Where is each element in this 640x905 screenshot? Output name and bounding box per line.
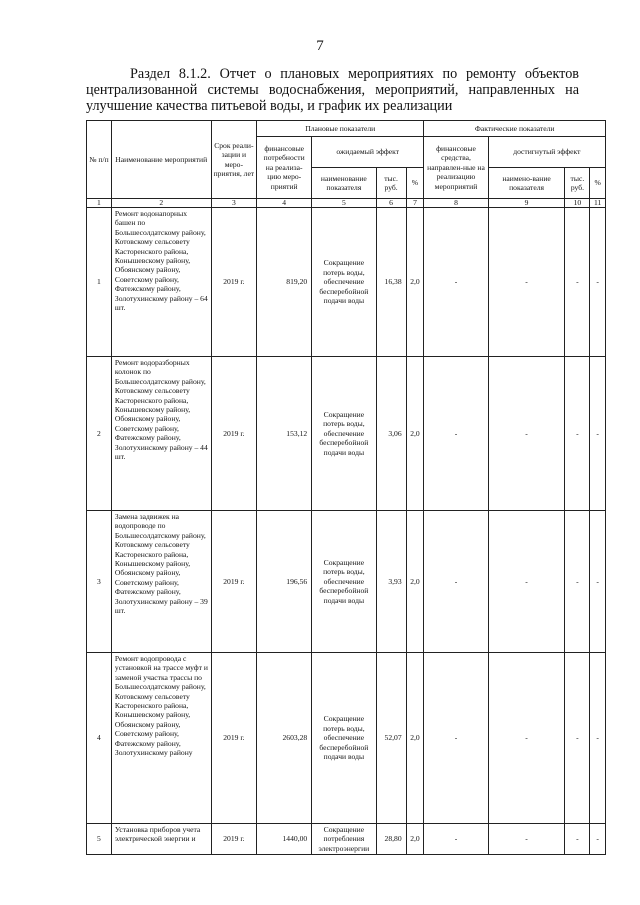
row-term: 2019 г. — [211, 653, 257, 824]
row-indicator: Сокращение потерь воды, обеспечение бесперебойной подачи воды — [312, 653, 376, 824]
row-fact-finance: - — [424, 208, 488, 357]
row-thousand: 52,07 — [376, 653, 406, 824]
row-name: Ремонт водонапорных башен по Большесолдатскому району, Котовскому сельсовету Касторенского района, Конышевскому району, Обоянскому району, Советскому району, Фатежскому району, Золотухинскому району – 64 шт. — [111, 208, 211, 357]
column-number: 9 — [488, 199, 565, 208]
row-num: 5 — [87, 824, 112, 855]
section-heading — [86, 66, 579, 114]
header-num: № п/п — [87, 121, 112, 199]
table-row — [87, 208, 606, 357]
row-fact-finance: - — [424, 824, 488, 855]
header-plan-thousand: тыс. руб. — [376, 168, 406, 199]
row-fact-percent: - — [590, 511, 606, 653]
row-indicator: Сокращение потерь воды, обеспечение бесперебойной подачи воды — [312, 511, 376, 653]
row-finance: 819,20 — [257, 208, 312, 357]
row-term: 2019 г. — [211, 357, 257, 511]
row-term: 2019 г. — [211, 824, 257, 855]
header-name: Наименование мероприятий — [111, 121, 211, 199]
row-fact-thousand: - — [565, 824, 590, 855]
column-number: 3 — [211, 199, 257, 208]
row-fact-percent: - — [590, 824, 606, 855]
row-num: 1 — [87, 208, 112, 357]
header-fact-finance: финансовые средства, направлен-ные на реализацию мероприятий — [424, 137, 488, 199]
header-plan-finance: финансовые потребности на реализа-цию меро-приятий — [257, 137, 312, 199]
row-name: Замена задвижек на водопроводе по Большесолдатскому району, Котовскому сельсовету Касторенского района, Конышевскому району, Обоянскому району, Советскому району, Фатежскому району, Золотухинскому району – 39 шт. — [111, 511, 211, 653]
report-table — [86, 120, 606, 855]
row-percent: 2,0 — [406, 653, 424, 824]
row-num: 3 — [87, 511, 112, 653]
row-indicator: Сокращение потребления электроэнергии — [312, 824, 376, 855]
header-planned-group: Плановые показатели — [257, 121, 424, 137]
column-number: 10 — [565, 199, 590, 208]
row-name: Ремонт водопровода с установкой на трассе муфт и заменой участка трассы по Большесолдатскому району, Котовскому сельсовету Касторенского района, Конышевскому району, Обоянскому району, Советскому району, Фатежскому району, Золотухинскому району — [111, 653, 211, 824]
row-fact-indicator: - — [488, 653, 565, 824]
row-thousand: 3,06 — [376, 357, 406, 511]
table-row — [87, 357, 606, 511]
header-term: Срок реали-зации и меро-приятия, лет — [211, 121, 257, 199]
header-fact-indicator: наимено-вание показателя — [488, 168, 565, 199]
row-finance: 1440,00 — [257, 824, 312, 855]
row-fact-indicator: - — [488, 208, 565, 357]
row-fact-percent: - — [590, 653, 606, 824]
column-number-row — [87, 199, 606, 208]
column-number: 8 — [424, 199, 488, 208]
row-percent: 2,0 — [406, 824, 424, 855]
column-number: 1 — [87, 199, 112, 208]
column-number: 4 — [257, 199, 312, 208]
header-actual-group: Фактические показатели — [424, 121, 606, 137]
page-number: 7 — [316, 38, 324, 54]
row-num: 2 — [87, 357, 112, 511]
row-thousand: 28,80 — [376, 824, 406, 855]
header-plan-effect: ожидаемый эффект — [312, 137, 424, 168]
column-number: 7 — [406, 199, 424, 208]
header-fact-percent: % — [590, 168, 606, 199]
row-percent: 2,0 — [406, 357, 424, 511]
row-fact-finance: - — [424, 653, 488, 824]
heading-line-1: Раздел 8.1.2. Отчет о плановых мероприятиях по ремонту объектов — [130, 66, 579, 82]
row-fact-thousand: - — [565, 511, 590, 653]
column-number: 5 — [312, 199, 376, 208]
row-fact-indicator: - — [488, 824, 565, 855]
heading-line-3: улучшение качества питьевой воды, и график их реализации — [86, 98, 453, 114]
row-num: 4 — [87, 653, 112, 824]
row-thousand: 3,93 — [376, 511, 406, 653]
row-finance: 2603,28 — [257, 653, 312, 824]
header-plan-percent: % — [406, 168, 424, 199]
header-plan-indicator: наименование показателя — [312, 168, 376, 199]
row-indicator: Сокращение потерь воды, обеспечение бесперебойной подачи воды — [312, 208, 376, 357]
row-fact-finance: - — [424, 357, 488, 511]
row-name: Установка приборов учета электрической энергии и — [111, 824, 211, 855]
row-fact-percent: - — [590, 357, 606, 511]
table-row — [87, 653, 606, 824]
column-number: 6 — [376, 199, 406, 208]
row-finance: 196,56 — [257, 511, 312, 653]
row-fact-indicator: - — [488, 357, 565, 511]
table-row — [87, 824, 606, 855]
row-fact-percent: - — [590, 208, 606, 357]
row-indicator: Сокращение потерь воды, обеспечение бесперебойной подачи воды — [312, 357, 376, 511]
row-percent: 2,0 — [406, 511, 424, 653]
table-row — [87, 511, 606, 653]
row-finance: 153,12 — [257, 357, 312, 511]
row-thousand: 16,38 — [376, 208, 406, 357]
row-fact-thousand: - — [565, 357, 590, 511]
column-number: 2 — [111, 199, 211, 208]
heading-line-2: централизованной системы водоснабжения, мероприятий, направленных на — [86, 82, 579, 98]
column-number: 11 — [590, 199, 606, 208]
header-fact-effect: достигнутый эффект — [488, 137, 605, 168]
row-fact-thousand: - — [565, 208, 590, 357]
row-term: 2019 г. — [211, 511, 257, 653]
row-fact-thousand: - — [565, 653, 590, 824]
row-percent: 2,0 — [406, 208, 424, 357]
row-name: Ремонт водоразборных колонок по Большесолдатскому району, Котовскому сельсовету Касторенского района, Конышевскому району, Обоянскому району, Советскому району, Фатежскому району, Золотухинскому району – 44 шт. — [111, 357, 211, 511]
row-term: 2019 г. — [211, 208, 257, 357]
header-fact-thousand: тыс. руб. — [565, 168, 590, 199]
row-fact-indicator: - — [488, 511, 565, 653]
row-fact-finance: - — [424, 511, 488, 653]
